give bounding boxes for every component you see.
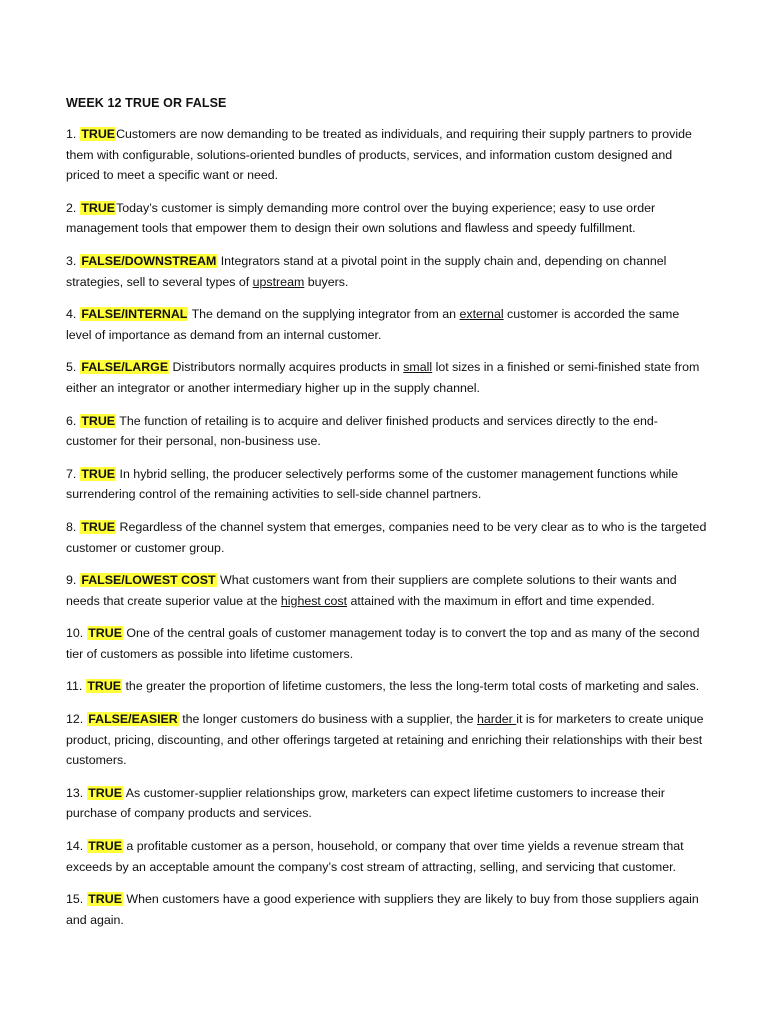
question-number: 4. xyxy=(66,307,77,322)
answer-highlight: TRUE xyxy=(81,519,116,534)
statement-text: Regardless of the channel system that emerges, companies need to be very clear as to who is the targeted customer or customer group. xyxy=(66,519,707,555)
question-item xyxy=(66,357,708,398)
answer-highlight: TRUE xyxy=(88,626,122,641)
answer-highlight: TRUE xyxy=(81,127,116,141)
question-number: 10. xyxy=(66,626,84,641)
page-title: WEEK 12 TRUE OR FALSE xyxy=(66,96,227,110)
statement-text: What customers want from their suppliers are complete solutions to their wants and needs that create superior value at the xyxy=(66,573,677,608)
question-item xyxy=(66,836,708,877)
statement-text: As customer-supplier relationships grow, marketers can expect lifetime customers to increase their purchase of company products and services. xyxy=(66,785,665,821)
question-list xyxy=(66,124,708,930)
answer-highlight: TRUE xyxy=(88,785,122,800)
answer-highlight: TRUE xyxy=(88,839,122,854)
statement-text: the longer customers do business with a supplier, the xyxy=(178,712,477,727)
question-number: 11. xyxy=(66,679,83,694)
answer-highlight: TRUE xyxy=(88,892,122,907)
statement-text: The demand on the supplying integrator from an xyxy=(188,307,460,322)
answer-highlight: TRUE xyxy=(81,466,116,481)
question-item xyxy=(66,198,708,239)
question-number: 12. xyxy=(66,712,84,727)
question-number: 3. xyxy=(66,253,77,268)
statement-text: Distributors normally acquires products in xyxy=(169,360,404,375)
question-item xyxy=(66,124,708,186)
question-item xyxy=(66,676,708,697)
question-number: 15. xyxy=(66,892,84,907)
answer-highlight: FALSE/DOWNSTREAM xyxy=(81,253,217,268)
question-item xyxy=(66,464,708,505)
question-item xyxy=(66,251,708,292)
answer-highlight: TRUE xyxy=(87,679,122,694)
underlined-term: upstream xyxy=(252,274,305,289)
question-item xyxy=(66,623,708,664)
statement-text: attained with the maximum in effort and time expended. xyxy=(347,593,655,608)
statement-text: customer is accorded the same level of importance as demand from an internal customer. xyxy=(66,307,680,342)
question-number: 1. xyxy=(66,127,77,141)
statement-text: buyers. xyxy=(304,274,349,289)
statement-text: In hybrid selling, the producer selectively performs some of the customer management functions while surrendering control of the remaining activities to sell-side channel partners. xyxy=(66,466,679,502)
question-number: 8. xyxy=(66,519,77,534)
question-item xyxy=(66,304,708,345)
underlined-term: external xyxy=(459,307,504,322)
statement-text: One of the central goals of customer management today is to convert the top and as many of the second tier of customers as possible into lifetime customers. xyxy=(66,626,700,661)
underlined-term: highest cost xyxy=(280,593,348,608)
answer-highlight: TRUE xyxy=(81,413,116,428)
statement-text: When customers have a good experience with suppliers they are likely to buy from those suppliers again and again. xyxy=(66,892,699,927)
answer-highlight: FALSE/LOWEST COST xyxy=(81,573,216,588)
statement-text: it is for marketers to create unique product, pricing, discounting, and other offerings targeted at retaining and enriching their relationships with their best customers. xyxy=(66,712,704,768)
question-number: 14. xyxy=(66,839,84,854)
statement-text: Integrators stand at a pivotal point in the supply chain and, depending on channel strategies, sell to several types of xyxy=(66,253,667,289)
statement-text: The function of retailing is to acquire and deliver finished products and services directly to the end-customer for their personal, non-business use. xyxy=(66,413,658,449)
question-number: 9. xyxy=(66,573,77,588)
statement-text: a profitable customer as a person, household, or company that over time yields a revenue stream that exceeds by an acceptable amount the company’s cost stream of attracting, selling, and servicing that customer. xyxy=(66,839,684,874)
question-item xyxy=(66,517,708,558)
question-item xyxy=(66,411,708,452)
question-number: 5. xyxy=(66,360,77,375)
question-number: 7. xyxy=(66,466,77,481)
question-number: 6. xyxy=(66,413,77,428)
question-item xyxy=(66,889,708,930)
underlined-term: harder xyxy=(476,712,517,727)
statement-text: Customers are now demanding to be treated as individuals, and requiring their supply partners to provide them with configurable, solutions-oriented bundles of products, services, and information custom designed and priced to meet a specific want or need. xyxy=(66,127,692,183)
question-number: 2. xyxy=(66,200,77,215)
statement-text: lot sizes in a finished or semi-finished state from either an integrator or another intermediary higher up in the supply channel. xyxy=(66,360,700,395)
underlined-term: small xyxy=(403,360,433,375)
question-item xyxy=(66,709,708,771)
question-item xyxy=(66,783,708,824)
answer-highlight: FALSE/LARGE xyxy=(81,360,169,375)
statement-text: Today’s customer is simply demanding more control over the buying experience; easy to use order management tools that empower them to design their own solutions and flawless and speedy fulfillment. xyxy=(66,200,656,236)
answer-highlight: FALSE/INTERNAL xyxy=(81,307,188,322)
question-number: 13. xyxy=(66,785,84,800)
statement-text: the greater the proportion of lifetime customers, the less the long-term total costs of marketing and sales. xyxy=(122,679,700,694)
question-item xyxy=(66,570,708,611)
answer-highlight: FALSE/EASIER xyxy=(88,712,178,727)
answer-highlight: TRUE xyxy=(81,200,116,215)
